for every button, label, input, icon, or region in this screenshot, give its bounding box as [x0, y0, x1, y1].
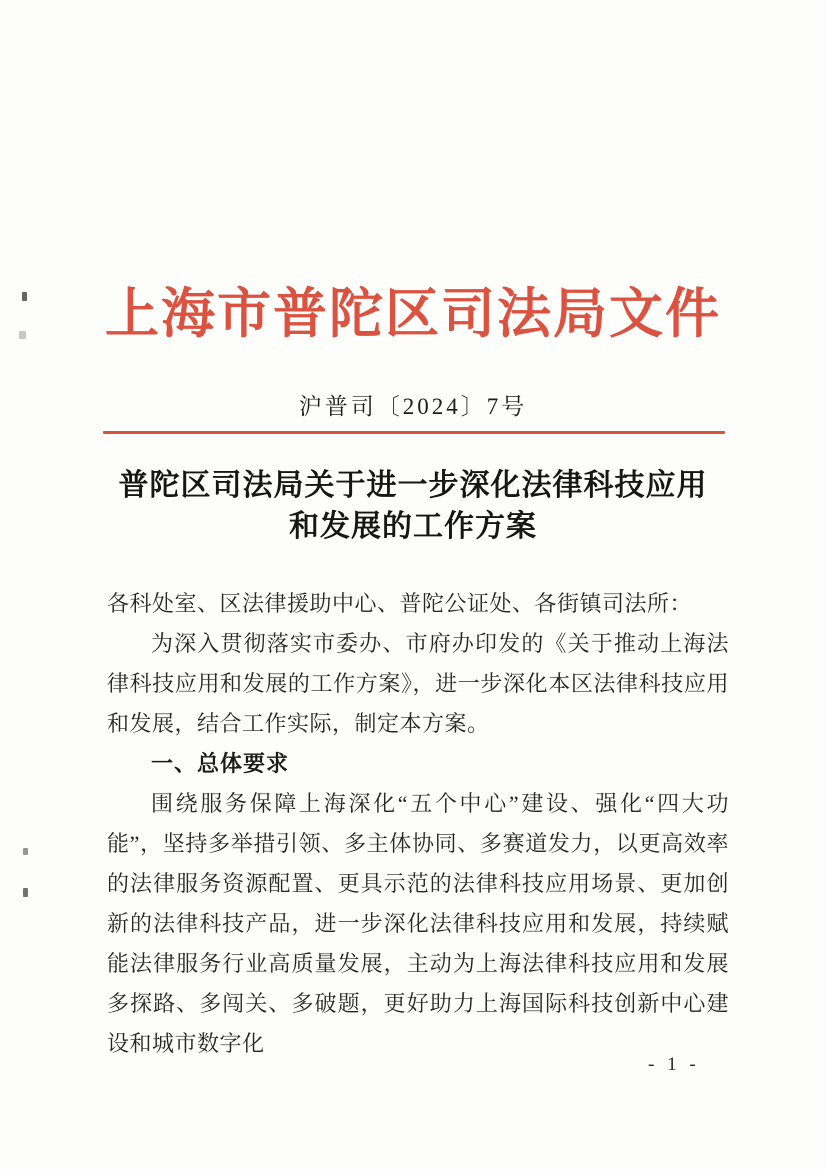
- agency-letterhead-title: 上海市普陀区司法局文件: [105, 284, 721, 344]
- body-paragraph-2: 围绕服务保障上海深化“五个中心”建设、强化“四大功能”，坚持多举措引领、多主体协同、多赛道发力，以更高效率的法律服务资源配置、更具示范的法律科技应用场景、更加创新的法律科技产品，进一步深化法律科技应用和发展，持续赋能法律服务行业高质量发展，主动为上海法律科技应用和发展多探路、多闯关、多破题，更好助力上海国际科技创新中心建设和城市数字化: [107, 791, 729, 1056]
- red-separator-rule: [103, 431, 725, 434]
- scan-speck: [22, 292, 27, 301]
- body-paragraph-1: 为深入贯彻落实市委办、市府办印发的《关于推动上海法律科技应用和发展的工作方案》，进一步深化本区法律科技应用和发展，结合工作实际，制定本方案。: [107, 631, 729, 736]
- document-title-line1: 普陀区司法局关于进一步深化法律科技应用: [118, 469, 708, 502]
- document-title-line2: 和发展的工作方案: [289, 510, 537, 543]
- document-number: 沪普司〔2024〕7号: [298, 394, 528, 419]
- page-number: - 1 -: [648, 1054, 700, 1075]
- section-heading-1: 一、总体要求: [151, 751, 290, 776]
- document-title: [0, 465, 826, 547]
- scan-speck: [23, 888, 28, 897]
- document-body: [107, 584, 729, 1064]
- salutation-line: 各科处室、区法律援助中心、普陀公证处、各街镇司法所：: [107, 591, 693, 616]
- scan-speck: [19, 331, 26, 339]
- scan-speck: [23, 848, 28, 855]
